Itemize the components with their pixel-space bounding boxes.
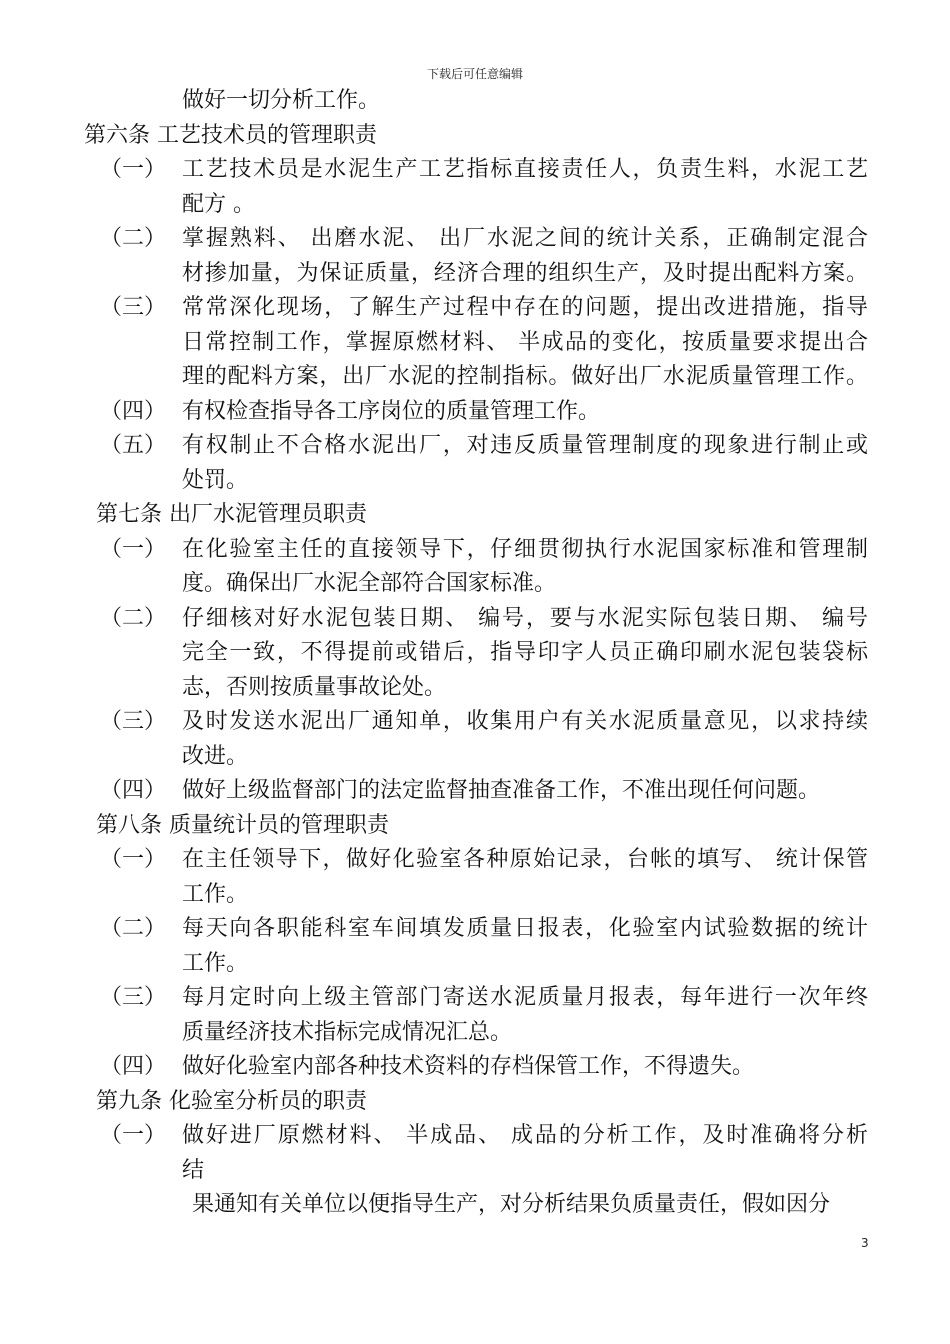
text-line [0,188,950,223]
list-item [0,843,950,878]
item-text: 有权检查指导各工序岗位的质量管理工作。 [182,398,601,424]
item-text: 常常深化现场，了解生产过程中存在的问题，提出改进措施，指导 [182,295,868,320]
body-text: 质量经济技术指标完成情况汇总。 [182,1019,513,1045]
body-text: 配方 。 [182,191,255,217]
item-text: 工艺技术员是水泥生产工艺指标直接责任人，负责生料，水泥工艺 [182,157,868,182]
text-line [0,1016,950,1051]
list-item [0,429,950,464]
list-item [0,774,950,809]
item-text: 掌握熟料、 出磨水泥、 出厂水泥之间的统计关系，正确制定混合 [182,226,868,251]
body-text: 工作。 [182,950,249,976]
article-heading [0,119,950,154]
text-line [0,878,950,913]
body-text: 改进。 [182,743,249,769]
list-item [0,912,950,947]
list-item [0,705,950,740]
list-item [0,981,950,1016]
article-title: 第九条 化验室分析员的职责 [96,1088,367,1114]
item-text: 在主任领导下，做好化验室各种原始记录，台帐的填写、 统计保管 [182,847,868,872]
text-line [0,326,950,361]
body-text: 处罚。 [182,467,249,493]
article-title: 第八条 质量统计员的管理职责 [96,812,389,838]
item-marker: （三） [100,985,167,1010]
text-line [0,636,950,671]
item-marker: （二） [100,226,167,251]
list-item [0,222,950,257]
list-item [0,395,950,430]
item-marker: （五） [100,433,167,458]
body-text: 理的配料方案，出厂水泥的控制指标。做好出厂水泥质量管理工作。 [182,364,868,389]
list-item [0,533,950,568]
item-marker: （一） [100,1123,167,1148]
item-text: 每天向各职能科室车间填发质量日报表，化验室内试验数据的统计 [182,916,868,941]
item-marker: （四） [100,778,167,803]
item-marker: （四） [100,398,167,424]
item-text: 在化验室主任的直接领导下，仔细贯彻执行水泥国家标准和管理制 [182,536,868,562]
article-heading [0,498,950,533]
text-line [0,1188,950,1223]
text-line [0,671,950,706]
item-marker: （一） [100,536,167,562]
item-marker: （三） [100,295,167,320]
item-text: 及时发送水泥出厂通知单，收集用户有关水泥质量意见，以求持续 [182,709,868,734]
text-line [0,1154,950,1189]
article-title: 第六条 工艺技术员的管理职责 [84,122,377,148]
item-text: 每月定时向上级主管部门寄送水泥质量月报表，每年进行一次年终 [182,985,868,1010]
text-line [0,567,950,602]
page-header: 下载后可任意编辑 [426,67,523,81]
list-item [0,1119,950,1154]
text-line [0,740,950,775]
document-body [0,84,950,1223]
item-text: 做好上级监督部门的法定监督抽查准备工作，不准出现任何问题。 [182,778,821,803]
text-line [0,947,950,982]
article-title: 第七条 出厂水泥管理员职责 [96,502,367,527]
body-text: 志，否则按质量事故论处。 [182,674,447,700]
body-text: 工作。 [182,881,249,907]
list-item [0,291,950,326]
list-item [0,153,950,188]
article-heading [0,809,950,844]
item-marker: （四） [100,1054,167,1079]
body-text: 做好一切分析工作。 [182,88,381,113]
text-line [0,84,950,119]
page-number: 3 [861,1236,869,1250]
body-text: 果通知有关单位以便指导生产，对分析结果负质量责任，假如因分 [192,1192,831,1217]
article-heading [0,1085,950,1120]
item-marker: （一） [100,847,167,872]
body-text: 度。确保出厂水泥全部符合国家标准。 [182,571,557,596]
item-marker: （三） [100,709,167,734]
item-text: 仔细核对好水泥包装日期、 编号，要与水泥实际包装日期、 编号 [182,605,868,631]
text-line [0,257,950,292]
text-line [0,464,950,499]
item-marker: （二） [100,916,167,941]
item-text: 有权制止不合格水泥出厂，对违反质量管理制度的现象进行制止或 [182,433,868,458]
body-text: 日常控制工作，掌握原燃材料、 半成品的变化，按质量要求提出合 [182,329,868,355]
item-text: 做好进厂原燃材料、 半成品、 成品的分析工作，及时准确将分析 [182,1123,868,1148]
item-text: 做好化验室内部各种技术资料的存档保管工作，不得遗失。 [182,1054,755,1079]
list-item [0,1050,950,1085]
text-line [0,360,950,395]
item-marker: （二） [100,605,167,631]
body-text: 材掺加量，为保证质量，经济合理的组织生产，及时提出配料方案。 [182,260,868,286]
body-text: 完全一致，不得提前或错后，指导印字人员正确印刷水泥包装袋标 [182,640,868,665]
body-text: 结 [182,1157,205,1183]
list-item [0,602,950,637]
item-marker: （一） [100,157,167,182]
